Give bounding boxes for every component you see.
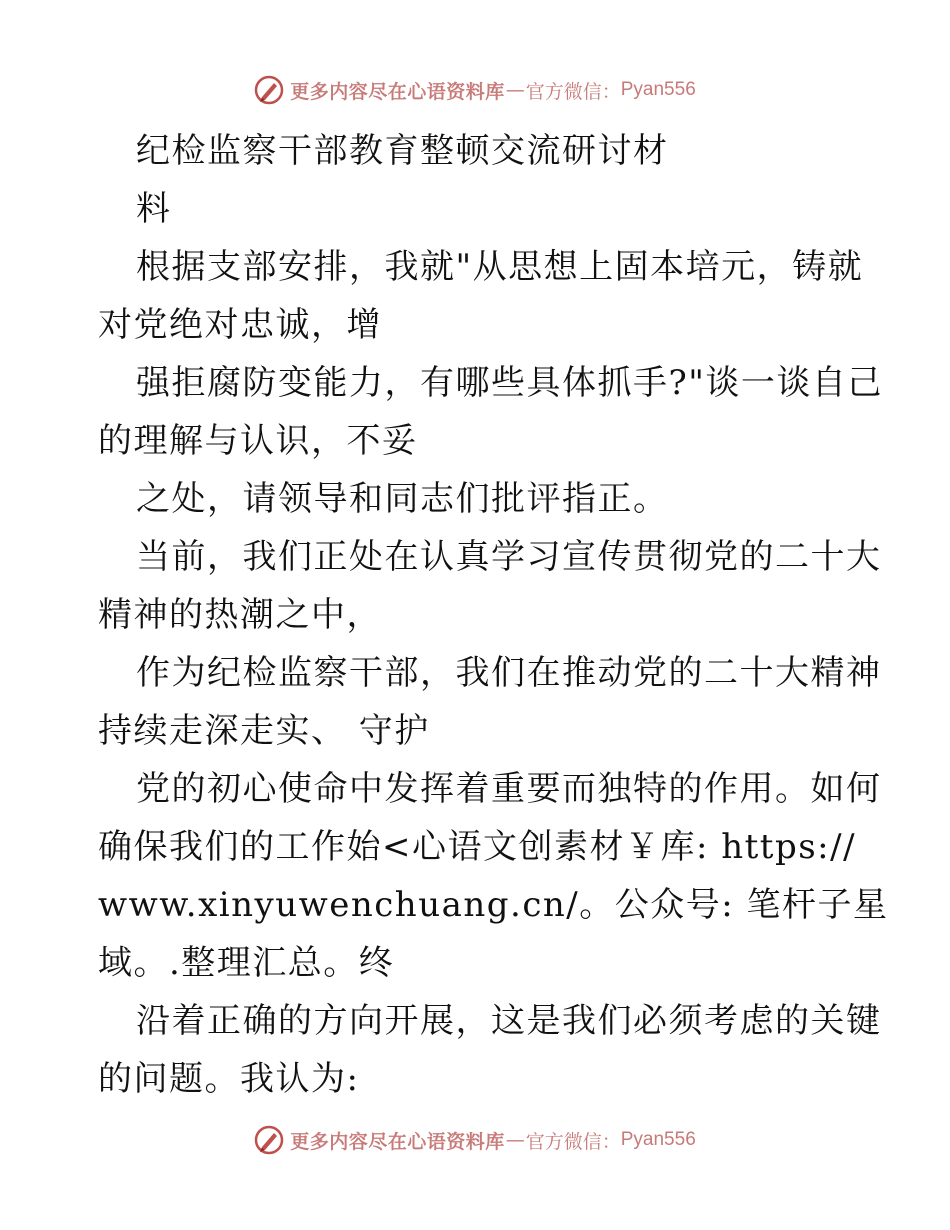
text-line: 沿着正确的方向开展，这是我们必须考虑的关键	[136, 1001, 882, 1041]
document-body	[98, 122, 889, 1108]
watermark-group	[254, 1125, 696, 1155]
watermark-main-text: 更多内容尽在心语资料库	[290, 80, 505, 103]
watermark-group	[254, 75, 696, 105]
text-line: 党的初心使命中发挥着重要而独特的作用。如何	[136, 769, 882, 809]
header-watermark-banner	[0, 70, 950, 110]
document-title-line-1: 纪检监察干部教育整顿交流研讨材	[136, 131, 669, 171]
watermark-wechat-id: Pyan556	[620, 1129, 696, 1150]
text-line: 精神的热潮之中，	[98, 595, 382, 635]
text-line: 确保我们的工作始<心语文创素材￥库: https://	[98, 827, 857, 867]
text-line: 根据支部安排，我就"从思想上固本培元，铸就	[136, 247, 864, 287]
text-line: 作为纪检监察干部，我们在推动党的二十大精神	[136, 653, 882, 693]
text-line: 之处，请领导和同志们批评指正。	[136, 479, 669, 519]
watermark-main-text: 更多内容尽在心语资料库	[290, 1130, 505, 1153]
watermark-wechat-id: Pyan556	[620, 79, 696, 100]
watermark-wechat-label: 官方微信：	[525, 1130, 621, 1153]
pen-logo-icon	[254, 75, 284, 105]
footer-watermark-banner	[0, 1120, 950, 1160]
text-line: 的理解与认识，不妥	[98, 421, 418, 461]
text-line-url: www.xinyuwenchuang.cn/。公众号: 笔杆子星	[98, 885, 889, 925]
watermark-separator: —	[505, 79, 525, 101]
text-line: 强拒腐防变能力，有哪些具体抓手?"谈一谈自己	[136, 363, 883, 403]
text-line: 对党绝对忠诚，增	[98, 305, 382, 345]
watermark-separator: —	[505, 1129, 525, 1151]
text-line: 的问题。我认为:	[98, 1059, 360, 1099]
watermark-wechat-label: 官方微信：	[525, 80, 621, 103]
pen-logo-icon	[254, 1125, 284, 1155]
document-title-line-2: 料	[136, 189, 172, 229]
text-line: 当前，我们正处在认真学习宣传贯彻党的二十大	[136, 537, 882, 577]
text-line: 域。.整理汇总。终	[98, 943, 395, 983]
text-line: 持续走深走实、 守护	[98, 711, 430, 751]
